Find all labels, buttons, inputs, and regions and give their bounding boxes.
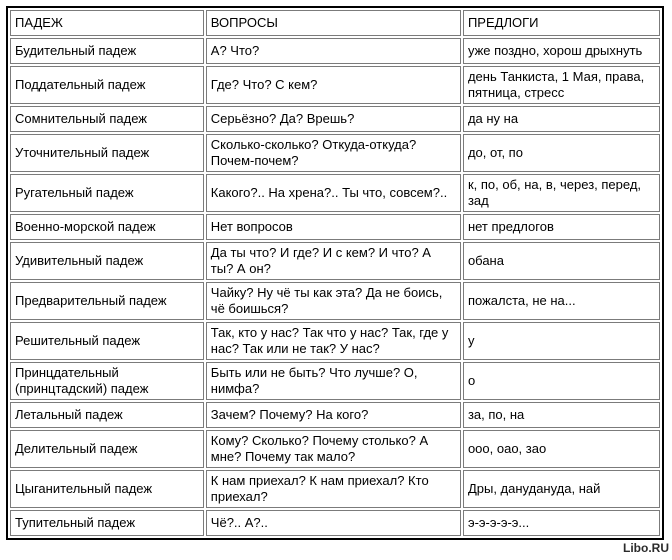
table-row [10,242,660,280]
questions-cell: Нет вопросов [206,214,461,240]
case-cell: Ругательный падеж [10,174,204,212]
table-row [10,66,660,104]
table-row [10,322,660,360]
prepositions-cell: пожалста, не на... [463,282,660,320]
questions-cell: Так, кто у нас? Так что у нас? Так, где у нас? Так или не так? У нас? [206,322,461,360]
table-row [10,106,660,132]
questions-cell: Кому? Сколько? Почему столько? А мне? Почему так мало? [206,430,461,468]
header-questions: ВОПРОСЫ [206,10,461,36]
case-cell: Летальный падеж [10,402,204,428]
table-row [10,214,660,240]
header-prepositions: ПРЕДЛОГИ [463,10,660,36]
case-cell: Удивительный падеж [10,242,204,280]
table-row [10,402,660,428]
prepositions-cell: у [463,322,660,360]
case-cell: Принцдательный (принцтадский) падеж [10,362,204,400]
prepositions-cell: Дры, данудануда, най [463,470,660,508]
case-cell: Сомнительный падеж [10,106,204,132]
questions-cell: А? Что? [206,38,461,64]
prepositions-cell: до, от, по [463,134,660,172]
questions-cell: Какого?.. На хрена?.. Ты что, совсем?.. [206,174,461,212]
table-row [10,470,660,508]
prepositions-cell: к, по, об, на, в, через, перед, зад [463,174,660,212]
prepositions-cell: обана [463,242,660,280]
case-cell: Цыганительный падеж [10,470,204,508]
table-body [10,38,660,536]
prepositions-cell: уже поздно, хорош дрыхнуть [463,38,660,64]
case-cell: Предварительный падеж [10,282,204,320]
case-cell: Будительный падеж [10,38,204,64]
prepositions-cell: да ну на [463,106,660,132]
table-row [10,38,660,64]
prepositions-cell: э-э-э-э-э... [463,510,660,536]
prepositions-cell: день Танкиста, 1 Мая, права, пятница, стресс [463,66,660,104]
questions-cell: Да ты что? И где? И с кем? И что? А ты? А он? [206,242,461,280]
table-header-row [10,10,660,36]
cases-table [6,6,664,540]
header-case: ПАДЕЖ [10,10,204,36]
table-row [10,362,660,400]
table-row [10,174,660,212]
case-cell: Военно-морской падеж [10,214,204,240]
questions-cell: Чё?.. А?.. [206,510,461,536]
table-row [10,282,660,320]
questions-cell: Зачем? Почему? На кого? [206,402,461,428]
case-cell: Решительный падеж [10,322,204,360]
prepositions-cell: нет предлогов [463,214,660,240]
table-row [10,134,660,172]
case-cell: Делительный падеж [10,430,204,468]
table-row [10,430,660,468]
watermark: Libo.RU [623,541,669,555]
case-cell: Тупительный падеж [10,510,204,536]
questions-cell: Сколько-сколько? Откуда-откуда? Почем-почем? [206,134,461,172]
prepositions-cell: за, по, на [463,402,660,428]
questions-cell: Где? Что? С кем? [206,66,461,104]
case-cell: Поддательный падеж [10,66,204,104]
questions-cell: Чайку? Ну чё ты как эта? Да не боись, чё боишься? [206,282,461,320]
questions-cell: Быть или не быть? Что лучше? О, нимфа? [206,362,461,400]
table-row [10,510,660,536]
questions-cell: К нам приехал? К нам приехал? Кто приехал? [206,470,461,508]
questions-cell: Серьёзно? Да? Врешь? [206,106,461,132]
prepositions-cell: ооо, оао, зао [463,430,660,468]
case-cell: Уточнительный падеж [10,134,204,172]
prepositions-cell: о [463,362,660,400]
